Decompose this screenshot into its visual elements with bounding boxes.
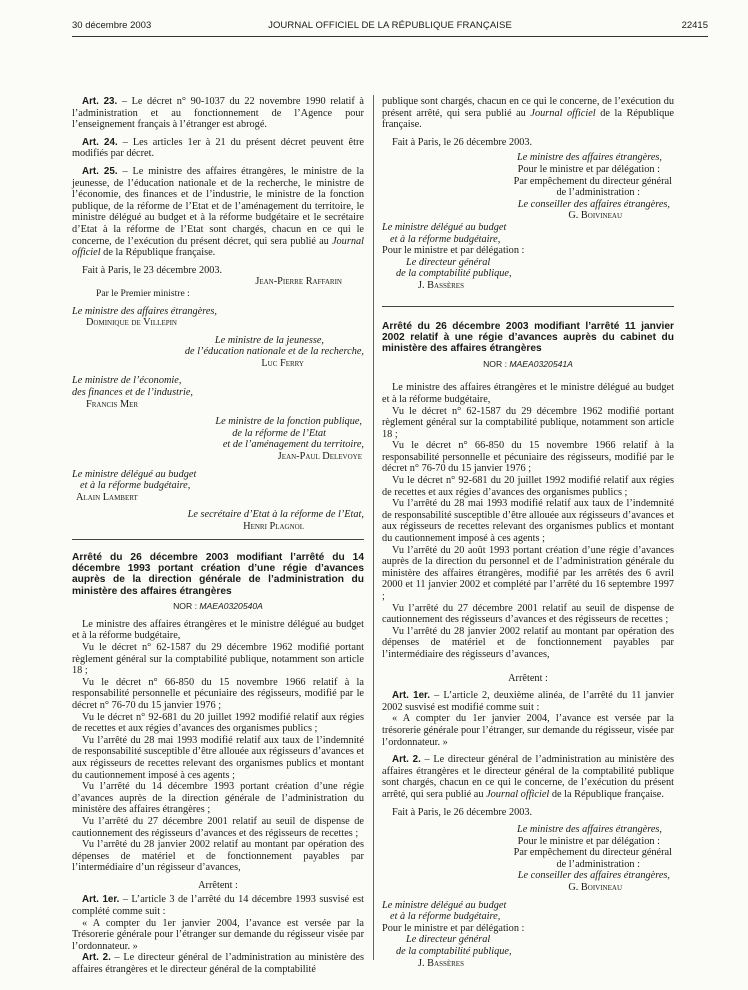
article-25: Art. 25. – Le ministre des affaires étrangères, le ministre de la jeunesse, de l’éducation nationale et de la recherche, le ministre de l’économie, des finances et de l’industrie, le ministre de la fonction publique, de la réforme de l’Etat et de l’aménagement du territoire, le ministre délégué au budget et à la réforme budgétaire et le secrétaire d’Etat à la réforme de l’Etat sont chargés, chacun en ce qui le concerne, de l’exécution du présent décret, qui sera publié au Journal officiel de la République française. — [72, 165, 364, 259]
minister-title: Le ministre de l’économie, — [72, 375, 182, 387]
article-1: Art. 1er. – L’article 2, deuxième alinéa, de l’arrêté du 11 janvier 2002 susvisé est modifié comme suit : — [382, 690, 674, 713]
article-24: Art. 24. – Les articles 1er à 21 du présent décret peuvent être modifiés par décret. — [72, 136, 364, 160]
signature-line: Pour le ministre et par délégation : — [382, 245, 525, 257]
signature-line: de la comptabilité publique, — [396, 946, 512, 958]
signature-line: Le conseiller des affaires étrangères, — [517, 198, 670, 210]
visa-paragraph: Vu l’arrêté du 28 janvier 2002 relatif au montant par opération des dépenses de matériel et de fonctionnement payables par l’intermédiaire d’un régisseur d’avances, — [72, 839, 364, 874]
done-at-paris: Fait à Paris, le 26 décembre 2003. — [392, 806, 533, 818]
minister-title: Le ministre délégué au budget — [72, 468, 197, 480]
minister-title: et de l’aménagement du territoire, — [222, 439, 364, 451]
done-at-paris: Fait à Paris, le 23 décembre 2003. — [82, 264, 223, 276]
visa-paragraph: Vu l’arrêté du 28 mai 1993 modifié relatif aux taux de l’indemnité de responsabilité susceptible d’être allouée aux régisseurs d’avances et aux régisseurs de recettes relevant des organismes publics et montant du cautionnement imposé à ces agents ; — [72, 734, 364, 781]
minister-name: Henri Plagnol — [243, 521, 304, 532]
minister-title: Le ministre de la jeunesse, — [214, 334, 324, 346]
signature-line: Par empêchement du directeur général — [513, 847, 672, 859]
signature-line: Le directeur général — [406, 934, 491, 946]
minister-title: Le ministre de la fonction publique, — [215, 416, 362, 428]
signature-line: Le ministre des affaires étrangères, — [516, 824, 662, 836]
signature-line: Le ministre des affaires étrangères, — [516, 152, 662, 164]
visa-paragraph: Vu le décret n° 66-850 du 15 novembre 1966 relatif à la responsabilité personnelle et pécuniaire des régisseurs, modifié par le décret n° 76-70 du 15 janvier 1976 ; — [382, 440, 674, 475]
signatory-name: G. Boivineau — [568, 882, 622, 894]
continued-paragraph: publique sont chargés, chacun en ce qui le concerne, de l’exécution du présent arrêté, qui sera publié au Journal officiel de la République française. — [382, 96, 675, 131]
header-rule — [72, 36, 708, 37]
arrete-title: Arrêté du 26 décembre 2003 modifiant l’arrêté 11 janvier 2002 relatif à une régie d’avances auprès du cabinet du ministère des affaires étrangères — [382, 320, 674, 355]
minister-name: Alain Lambert — [76, 491, 138, 503]
minister-title: des finances et de l’industrie, — [72, 387, 193, 399]
visa-paragraph: Vu l’arrêté du 27 décembre 2001 relatif au seuil de dispense de cautionnement des régisseurs d’avances et des régisseurs de recettes ; — [72, 815, 364, 839]
visa-paragraph: Vu l’arrêté du 14 décembre 1993 portant création d’une régie d’avances auprès de la direction générale de l’administration du ministère des affaires étrangères ; — [72, 781, 364, 816]
minister-title: de la réforme de l’Etat — [232, 427, 326, 439]
article-1-quote: « A compter du 1er janvier 2004, l’avance est versée par la trésorerie générale pour l’étranger, sur demande du régisseur, visée par l’ordonnateur. » — [382, 713, 674, 748]
signature-prime-minister: Jean-Pierre Raffarin — [255, 276, 342, 288]
minister-name: Jean-Paul Delevoye — [277, 451, 362, 463]
signature-line: Par empêchement du directeur général — [513, 175, 672, 187]
section-separator — [382, 306, 674, 307]
signatory-name: J. Bassères — [418, 279, 464, 291]
signature-line: de l’administration : — [556, 858, 640, 870]
visa-paragraph: Vu le décret n° 92-681 du 20 juillet 1992 modifié relatif aux régies de recettes et aux régies d’avances des organismes publics ; — [382, 475, 674, 498]
minister-title: Le ministre des affaires étrangères, — [72, 305, 218, 317]
page-header — [72, 20, 708, 34]
visa-paragraph: Vu l’arrêté du 28 mai 1993 modifié relatif aux taux de l’indemnité de responsabilité susceptible d’être allouée aux régisseurs d’avances et aux régisseurs de recettes relevant des organismes publics et montant du cautionnement imposé à ces agents ; — [382, 498, 674, 545]
header-page-number: 22415 — [681, 20, 708, 31]
article-1-quote: « A compter du 1er janvier 2004, l’avance est versée par la Trésorerie générale pour l’étranger sur demande du régisseur visée par l’ordonnateur. » — [72, 917, 364, 952]
signature-line: Pour le ministre et par délégation : — [382, 922, 525, 934]
signature-line: Le ministre délégué au budget — [382, 899, 507, 911]
nor-reference: NOR : MAEA0320540A — [173, 601, 263, 612]
signature-line: et à la réforme budgétaire, — [390, 233, 501, 245]
minister-title: de l’éducation nationale et de la recherche, — [184, 346, 364, 358]
article-2: Art. 2. – Le directeur général de l’administration au ministère des affaires étrangères et le directeur général de la comptabilité — [72, 952, 364, 976]
visa-paragraph: Vu le décret n° 62-1587 du 29 décembre 1962 modifié portant règlement général sur la comptabilité publique, notamment son article 18 ; — [382, 405, 674, 440]
signature-line: de la comptabilité publique, — [396, 268, 512, 280]
minister-name: Luc Ferry — [261, 357, 304, 369]
signature-line: Le directeur général — [406, 256, 491, 268]
header-date: 30 décembre 2003 — [72, 20, 152, 31]
right-column — [382, 96, 674, 969]
signature-line: Le ministre délégué au budget — [382, 221, 507, 233]
minister-title: et à la réforme budgétaire, — [80, 480, 191, 492]
par-premier-ministre: Par le Premier ministre : — [96, 287, 190, 299]
visa-paragraph: Vu l’arrêté du 27 décembre 2001 relatif au seuil de dispense de cautionnement des régisseurs d’avances et des régisseurs de recettes ; — [382, 602, 674, 626]
visa-paragraph: Vu l’arrêté du 20 août 1993 portant création d’une régie d’avances auprès de la direction du personnel et de l’administration générale du ministère des affaires étrangères, modifié par les arrêtés des 6 avril 2000 et 11 janvier 2002 et complété par l’arrêté du 16 septembre 1997 ; — [382, 544, 674, 602]
signature-line: Le conseiller des affaires étrangères, — [517, 870, 670, 882]
signature-line: de l’administration : — [556, 187, 640, 199]
article-2: Art. 2. – Le directeur général de l’administration au ministère des affaires étrangères et le directeur général de la comptabilité publique sont chargés, chacun en ce qui le concerne, de l’exécution du présent arrêté, qui sera publié au Journal officiel de la République française. — [382, 754, 674, 800]
header-journal-title: JOURNAL OFFICIEL DE LA RÉPUBLIQUE FRANÇAISE — [268, 20, 512, 31]
minister-title: Le secrétaire d’Etat à la réforme de l’Etat, — [187, 509, 364, 521]
article-1: Art. 1er. – L’article 3 de l’arrêté du 14 décembre 1993 susvisé est complété comme suit : — [72, 894, 364, 918]
arretent: Arrêtent : — [198, 879, 238, 891]
signatory-name: J. Bassères — [418, 957, 464, 969]
visa-paragraph: Vu le décret n° 92-681 du 20 juillet 1992 modifié relatif aux régies de recettes et aux régies d’avances des organismes publics ; — [72, 711, 364, 735]
visa-paragraph: Vu le décret n° 66-850 du 15 novembre 1966 relatif à la responsabilité personnelle et pécuniaire des régisseurs, modifié par le décret n° 76-70 du 15 janvier 1976 ; — [72, 676, 364, 711]
done-at-paris: Fait à Paris, le 26 décembre 2003. — [392, 136, 533, 148]
minister-name: Francis Mer — [86, 398, 139, 410]
visa-paragraph: Le ministre des affaires étrangères et le ministre délégué au budget et à la réforme budgétaire, — [72, 618, 364, 642]
arretent: Arrêtent : — [508, 672, 548, 684]
signature-line: et à la réforme budgétaire, — [390, 911, 501, 923]
section-separator — [72, 539, 364, 540]
signatory-name: G. Boivineau — [568, 210, 622, 222]
column-divider — [373, 95, 374, 960]
nor-reference: NOR : MAEA0320541A — [483, 358, 573, 369]
article-23: Art. 23. – Le décret n° 90-1037 du 22 novembre 1990 relatif à l’administration et au fonctionnement de l’Agence pour l’enseignement français à l’étranger est abrogé. — [72, 96, 364, 131]
minister-name: Dominique de Villepin — [86, 317, 177, 329]
visa-paragraph: Vu l’arrêté du 28 janvier 2002 relatif au montant par opération des dépenses de matériel et de fonctionnement payables par l’intermédiaire des régisseurs d’avances, — [382, 625, 674, 660]
visa-paragraph: Vu le décret n° 62-1587 du 29 décembre 1962 modifié portant règlement général sur la comptabilité publique, notamment son article 18 ; — [72, 642, 364, 677]
signature-line: Pour le ministre et par délégation : — [517, 163, 660, 175]
signature-line: Pour le ministre et par délégation : — [517, 835, 660, 847]
left-column — [72, 96, 364, 976]
arrete-title: Arrêté du 26 décembre 2003 modifiant l’arrêté du 14 décembre 1993 portant création d’une régie d’avances auprès de la direction générale de l’administration du ministère des affaires étrangères — [72, 551, 364, 597]
visa-paragraph: Le ministre des affaires étrangères et le ministre délégué au budget et à la réforme budgétaire, — [382, 382, 674, 405]
